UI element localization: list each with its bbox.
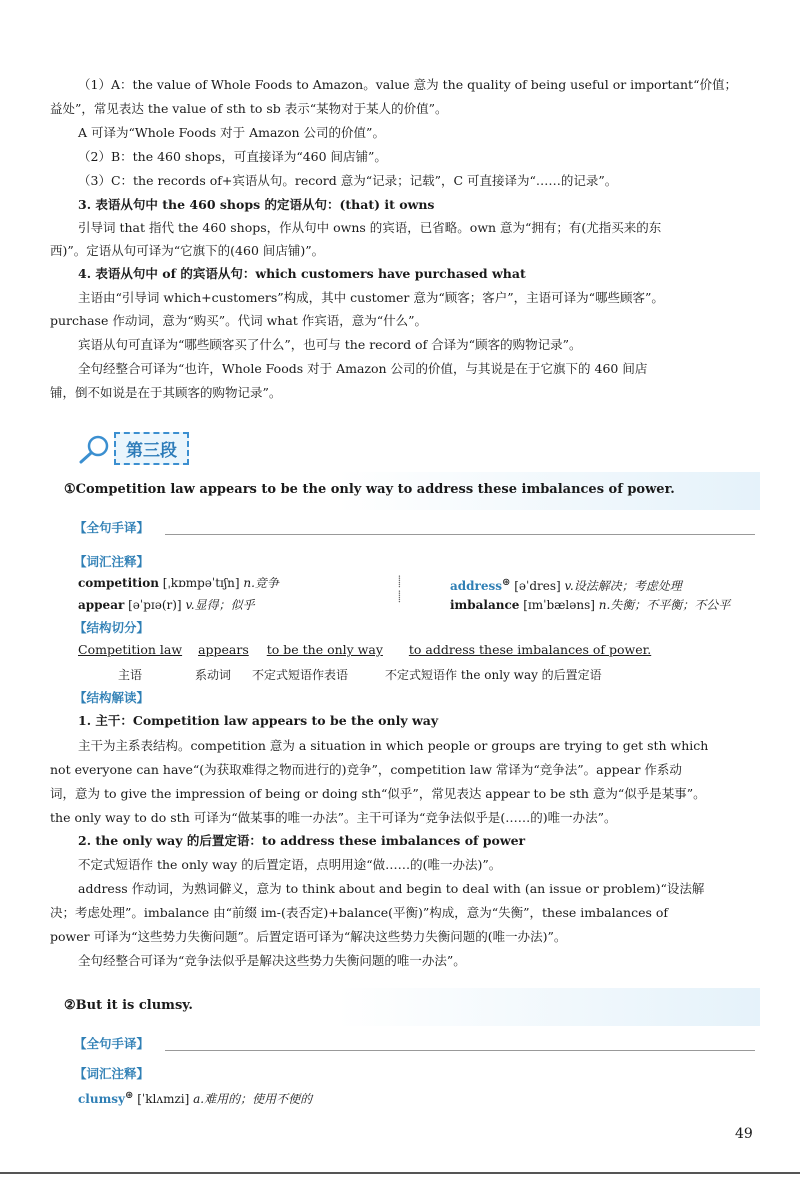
vocab-phonetic: [əˈpɪə(r)] bbox=[128, 598, 182, 612]
translate-line bbox=[165, 534, 755, 535]
split-part: to address these imbalances of power. bbox=[408, 642, 652, 657]
split-part: to be the only way bbox=[266, 642, 383, 657]
text-line: purchase 作动词，意为“购买”。代词 what 作宾语，意为“什么”。 bbox=[50, 313, 428, 328]
vocab-def: n.失衡；不平衡；不公平 bbox=[598, 598, 731, 612]
subheading: 2. the only way 的后置定语：to address these imbalances of power bbox=[78, 833, 526, 848]
split-part: appears bbox=[198, 642, 249, 657]
tag-translate: 【全句手译】 bbox=[74, 520, 150, 535]
text-line: （3）C：the records of+宾语从句。record 意为“记录；记载”，C 可直接译为“……的记录”。 bbox=[78, 173, 618, 188]
tag-translate: 【全句手译】 bbox=[74, 1036, 150, 1051]
subheading: 1. 主干：Competition law appears to be the only way bbox=[78, 713, 439, 728]
split-role: 不定式短语作 the only way 的后置定语 bbox=[385, 668, 602, 682]
text-line: 词，意为 to give the impression of being or doing sth“似乎”，常见表达 appear to be sth 意为“似乎是某事”。 bbox=[50, 786, 706, 801]
vocab-def: v.显得；似乎 bbox=[185, 598, 255, 612]
vocab-phonetic: [ˌkɒmpəˈtɪʃn] bbox=[162, 576, 240, 590]
text-line: 全句经整合可译为“竞争法似乎是解决这些势力失衡问题的唯一办法”。 bbox=[78, 953, 466, 968]
vocab-def: n.竞争 bbox=[243, 576, 279, 590]
tag-explain: 【结构解读】 bbox=[74, 690, 150, 705]
vocab-phonetic: [əˈdres] bbox=[514, 579, 561, 593]
star-badge-icon: ⊛ bbox=[125, 1090, 134, 1101]
vocab-item bbox=[78, 1087, 312, 1108]
split-role: 系动词 bbox=[195, 668, 232, 682]
vocab-item bbox=[78, 596, 255, 614]
text-line: not everyone can have“(为获取难得之物而进行的)竞争”，competition law 常译为“竞争法”。appear 作系动 bbox=[50, 762, 682, 777]
tag-split: 【结构切分】 bbox=[74, 620, 150, 635]
footer-divider bbox=[0, 1172, 800, 1174]
vocab-def: a.难用的；使用不便的 bbox=[193, 1092, 313, 1106]
text-line: 益处”，常见表达 the value of sth to sb 表示“某物对于某人的价值”。 bbox=[50, 101, 448, 116]
text-line: 决；考虑处理”。imbalance 由“前缀 im-(表否定)+balance(平衡)”构成，意为“失衡”，these imbalances of bbox=[50, 905, 669, 920]
vocab-phonetic: [ɪmˈbæləns] bbox=[523, 598, 595, 612]
split-role: 主语 bbox=[118, 668, 143, 682]
split-role: 不定式短语作表语 bbox=[252, 668, 349, 682]
text-line: A 可译为“Whole Foods 对于 Amazon 公司的价值”。 bbox=[78, 125, 385, 140]
page-number: 49 bbox=[735, 1126, 753, 1142]
text-line: the only way to do sth 可译为“做某事的唯一办法”。主干可译为“竞争法似乎是(……的)唯一办法”。 bbox=[50, 810, 617, 825]
tag-vocab: 【词汇注释】 bbox=[74, 1066, 150, 1081]
sentence-2: ②But it is clumsy. bbox=[64, 998, 193, 1013]
vocab-word: address bbox=[450, 579, 503, 593]
vocab-item bbox=[450, 596, 730, 614]
sentence-1: ①Competition law appears to be the only way to address these imbalances of power. bbox=[64, 482, 675, 497]
star-badge-icon: ⊛ bbox=[502, 577, 511, 588]
vocab-word: imbalance bbox=[450, 598, 520, 612]
text-line: （1）A：the value of Whole Foods to Amazon。value 意为 the quality of being useful or important“价值； bbox=[78, 77, 737, 92]
text-line: 宾语从句可直译为“哪些顾客买了什么”，也可与 the record of 合译为“顾客的购物记录”。 bbox=[78, 337, 582, 352]
tag-vocab: 【词汇注释】 bbox=[74, 554, 150, 569]
subheading: 4. 表语从句中 of 的宾语从句：which customers have purchased what bbox=[78, 266, 526, 281]
split-row bbox=[78, 641, 651, 659]
text-line: （2）B：the 460 shops，可直接译为“460 间店铺”。 bbox=[78, 149, 387, 164]
vocab-item bbox=[450, 574, 682, 595]
text-line: 全句经整合可译为“也许，Whole Foods 对于 Amazon 公司的价值，与其说是在于它旗下的 460 间店 bbox=[78, 361, 648, 376]
text-line: 铺，倒不如说是在于其顾客的购物记录”。 bbox=[50, 385, 282, 400]
section-title bbox=[78, 432, 189, 465]
section-label: 第三段 bbox=[114, 432, 189, 465]
vocab-word: competition bbox=[78, 576, 159, 590]
text-line: 西)”。定语从句可译为“它旗下的(460 间店铺)”。 bbox=[50, 243, 325, 258]
vocab-divider: ⸽ ⸽ bbox=[398, 575, 401, 603]
vocab-word: clumsy bbox=[78, 1092, 126, 1106]
vocab-item bbox=[78, 574, 279, 592]
text-line: 引导词 that 指代 the 460 shops，作从句中 owns 的宾语，已省略。own 意为“拥有；有(尤指买来的东 bbox=[78, 220, 662, 235]
vocab-word: appear bbox=[78, 598, 125, 612]
text-line: 不定式短语作 the only way 的后置定语，点明用途“做……的(唯一办法)”。 bbox=[78, 857, 502, 872]
text-line: address 作动词，为熟词僻义，意为 to think about and begin to deal with (an issue or problem)“设法解 bbox=[78, 881, 705, 896]
split-part: Competition law bbox=[78, 642, 183, 657]
subheading: 3. 表语从句中 the 460 shops 的定语从句：(that) it owns bbox=[78, 197, 435, 212]
text-line: power 可译为“这些势力失衡问题”。后置定语可译为“解决这些势力失衡问题的(唯一办法)”。 bbox=[50, 929, 567, 944]
vocab-def: v.设法解决；考虑处理 bbox=[564, 579, 682, 593]
translate-line bbox=[165, 1050, 755, 1051]
text-line: 主语由“引导词 which+customers”构成，其中 customer 意为“顾客；客户”，主语可译为“哪些顾客”。 bbox=[78, 290, 664, 305]
text-line: 主干为主系表结构。competition 意为 a situation in which people or groups are trying to get sth which bbox=[78, 738, 709, 753]
vocab-phonetic: [ˈklʌmzi] bbox=[137, 1092, 190, 1106]
magnifier-icon bbox=[78, 434, 114, 464]
